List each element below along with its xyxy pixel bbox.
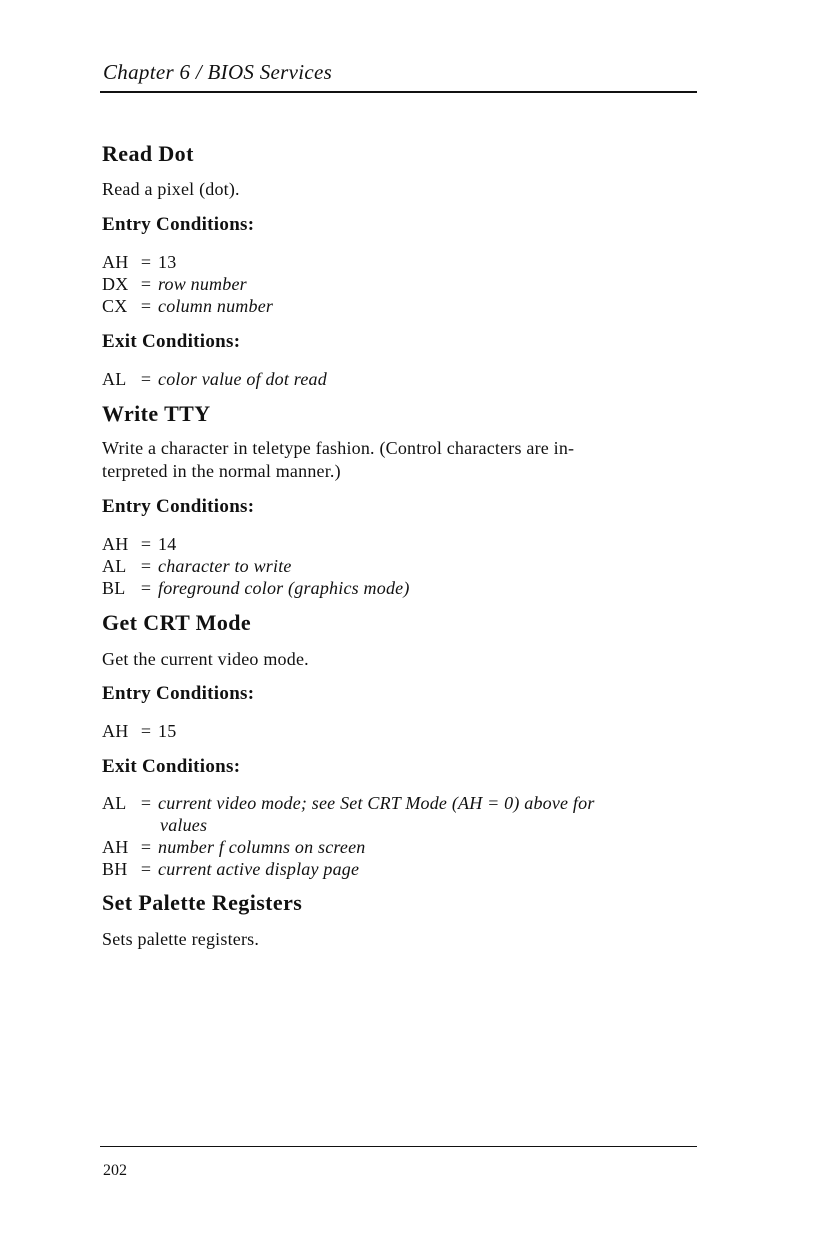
register-name: DX — [102, 274, 129, 294]
equals-sign: = — [140, 859, 152, 879]
register-line — [102, 533, 176, 555]
equals-sign: = — [140, 534, 152, 554]
register-line — [102, 720, 176, 742]
section-title-get-crt-mode: Get CRT Mode — [102, 610, 252, 635]
header-rule — [100, 91, 697, 93]
set-palette-description: Sets palette registers. — [102, 929, 260, 949]
register-line — [102, 836, 366, 858]
equals-sign: = — [140, 274, 152, 294]
read-dot-exit-heading: Exit Conditions: — [102, 331, 241, 352]
equals-sign: = — [140, 296, 152, 316]
register-name: AH — [102, 837, 129, 857]
register-value: current active display page — [158, 859, 360, 879]
register-value: 15 — [158, 721, 177, 741]
equals-sign: = — [140, 793, 152, 813]
register-name: CX — [102, 296, 128, 316]
register-line — [102, 577, 410, 599]
register-name: BL — [102, 578, 126, 598]
footer-rule — [100, 1146, 697, 1147]
equals-sign: = — [140, 721, 152, 741]
register-name: AL — [102, 556, 127, 576]
get-crt-mode-description: Get the current video mode. — [102, 649, 309, 669]
register-line — [102, 273, 247, 295]
register-line — [102, 368, 327, 390]
register-name: AL — [102, 793, 127, 813]
equals-sign: = — [140, 556, 152, 576]
register-line — [102, 295, 273, 317]
write-tty-entry-heading: Entry Conditions: — [102, 496, 255, 517]
register-value: foreground color (graphics mode) — [158, 578, 410, 598]
register-name: AH — [102, 252, 129, 272]
section-title-set-palette-registers: Set Palette Registers — [102, 890, 303, 915]
register-line — [102, 555, 292, 577]
get-crt-mode-exit-heading: Exit Conditions: — [102, 756, 241, 777]
register-name: AH — [102, 721, 129, 741]
register-value: number f columns on screen — [158, 837, 366, 857]
register-value: character to write — [158, 556, 292, 576]
equals-sign: = — [140, 578, 152, 598]
equals-sign: = — [140, 252, 152, 272]
equals-sign: = — [140, 837, 152, 857]
write-tty-description-line1: Write a character in teletype fashion. (Control characters are in- — [102, 438, 575, 458]
register-line — [102, 251, 176, 273]
register-value: column number — [158, 296, 274, 316]
write-tty-description-line2: terpreted in the normal manner.) — [102, 461, 341, 481]
register-value: row number — [158, 274, 247, 294]
section-title-read-dot: Read Dot — [102, 141, 194, 166]
register-value-continuation — [160, 814, 207, 836]
register-line — [102, 792, 595, 814]
register-value: 14 — [158, 534, 177, 554]
register-value: color value of dot read — [158, 369, 327, 389]
read-dot-entry-heading: Entry Conditions: — [102, 214, 255, 235]
get-crt-mode-entry-heading: Entry Conditions: — [102, 683, 255, 704]
register-value: current video mode; see Set CRT Mode (AH = 0) above for — [158, 793, 595, 813]
register-name: AH — [102, 534, 129, 554]
register-line — [102, 858, 359, 880]
section-title-write-tty: Write TTY — [102, 401, 211, 426]
read-dot-description: Read a pixel (dot). — [102, 179, 240, 199]
register-name: AL — [102, 369, 127, 389]
equals-sign: = — [140, 369, 152, 389]
register-value: values — [160, 815, 208, 835]
register-name: BH — [102, 859, 128, 879]
register-value: 13 — [158, 252, 177, 272]
page-number: 202 — [103, 1162, 127, 1179]
running-head: Chapter 6 / BIOS Services — [103, 60, 333, 84]
